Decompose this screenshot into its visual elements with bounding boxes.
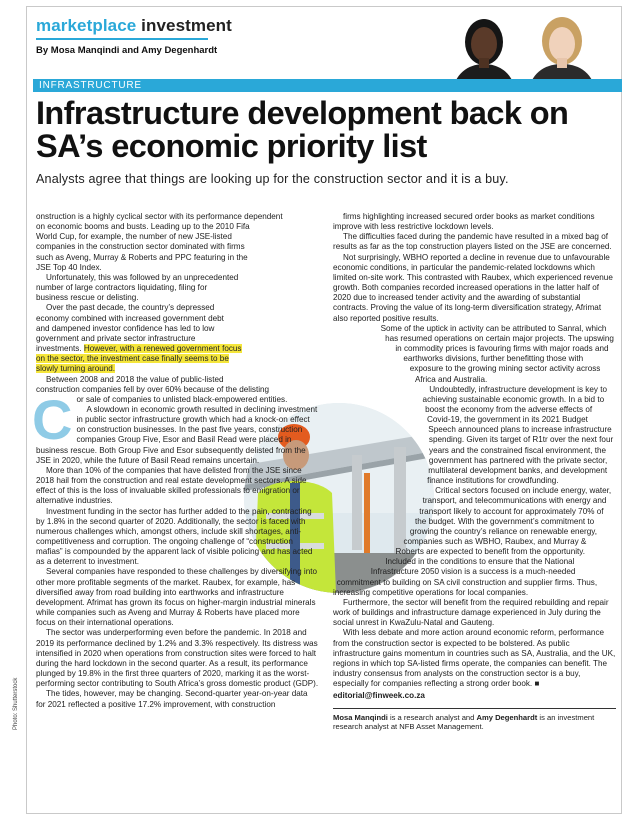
body-paragraph: Undoubtedly, infrastructure development is key to achieving sustainable economic growth. In a bid to boost the economy from the adverse effects of Covid-19, the government in its 2021 Budget Speech announced plans to increase infrastructure spending. Given its target of R1tr over the next four years and the constrained fiscal environment, the government has partnered with the private sector, multilateral development banks, and development finance institutions for crowdfunding. xyxy=(422,384,614,486)
bio-divider xyxy=(333,708,616,709)
category-bar xyxy=(33,79,622,92)
body-paragraph: A slowdown in economic growth resulted in declining investment in public sector infrastructure growth which had a knock-on effect on construction businesses. In the past five years, construction companies Group Five, Esor and Basil Read were placed in business rescue. Both Group Five and Esor subsequently delisted from the JSE in 2020, while the future of Basil Read remains uncertain. xyxy=(36,404,318,465)
section-title-investment: investment xyxy=(141,16,232,35)
headline: Infrastructure development back on SA’s economic priority list xyxy=(36,95,569,164)
section-title-marketplace: marketplace xyxy=(36,16,142,35)
dropcap: C xyxy=(32,388,73,451)
body-paragraph: firms highlighting increased secured order books as market conditions improve with less restrictive lockdown levels. xyxy=(333,212,595,232)
photo-credit: Photo: Shutterstock xyxy=(13,677,19,730)
body-paragraph: onstruction is a highly cyclical sector with its performance dependent on economic booms and busts. Leading up to the 2010 Fifa World Cup, for example, the number of new JSE-listed companies in the construction sector dominated with firms such as Aveng, Murray & Roberts and PPC featuring in the JSE Top 40 Index. xyxy=(36,212,283,272)
bio-author-1: Mosa Manqindi xyxy=(333,712,388,722)
email-link[interactable]: editorial@finweek.co.za xyxy=(333,691,425,701)
body-paragraph: Several companies have responded to these challenges by diversifying into other more profitable segments of the market. Raubex, for example, has diversified away from road building into earthworks and infrastructure development. Afrimat has grown its focus on higher-margin industrial minerals while companies such as Aveng and Murray & Roberts have placed more focus on their international operations. xyxy=(36,567,317,628)
category-label: INFRASTRUCTURE xyxy=(39,80,142,91)
body-paragraph: The sector was underperforming even before the pandemic. In 2018 and 2019 its performance declined by 1.2% and 3.3% respectively. Its distress was intensified in 2020 when operations from construction sites were forced to halt during the hard lockdown in the second quarter. As a result, its performance plunged by 19.8% in the first three quarters of 2020, marking it as the worst-performing sector contributing to South Africa’s gross domestic product (GDP). xyxy=(36,628,319,689)
body-paragraph: Furthermore, the sector will benefit from the required rebuilding and repair work of buildings and infrastructure damage experienced in July during the social unrest in KwaZulu-Natal and Gauteng. xyxy=(333,597,609,628)
section-title xyxy=(36,16,232,36)
body-paragraph: Critical sectors focused on include energy, water, transport, and telecommunications with energy and transport likely to account for approximately 70% of the budget. With the government’s commitment to growing the country’s reliance on renewable energy, companies such as WBHO, Raubex, and Murray & Roberts are expected to benefit from the opportunity. Included in the conditions to ensure that the National Infrastructure 2050 vision is a success is a much-needed commitment to building on SA civil construction and supplier firms. Thus, increasing competitive operations for local companies. xyxy=(333,486,612,597)
highlighted-sentence: However, with a renewed government focus on the sector, the investment case finally seems to be slowly turning around. xyxy=(36,344,242,374)
body-paragraph: More than 10% of the companies that have delisted from the JSE since 2018 hail from the construction and real estate development sectors. A side effect of this is the loss of invaluable skilled professionals to emigration or alternative industries. xyxy=(36,465,307,506)
body-paragraph: Investment funding in the sector has further added to the pain, contracting by 1.8% in the second quarter of 2020. Additionally, the sector is faced with numerous challenges which, amongst others, include skill shortages, anti-competitiveness and corruption. The ongoing challenge of “construction mafias” is compounded by the apparent lack of visible policing and has acted as a deterrent to investment. xyxy=(36,506,313,567)
byline: By Mosa Manqindi and Amy Degenhardt xyxy=(36,45,218,56)
bio-text: is a research analyst and xyxy=(387,712,477,722)
body-paragraph: Some of the uptick in activity can be attributed to Sanral, which has resumed operations on certain major projects. The upswing in commodity prices is favouring firms with major roads and earthworks divisions, further benefitting those with exposure to the growing mining sector activity across Africa and Australia. xyxy=(380,323,614,384)
standfirst: Analysts agree that things are looking up for the construction sector and it is a buy. xyxy=(36,172,509,186)
body-paragraph: The tides, however, may be changing. Second-quarter year-on-year data for 2021 reflected a positive 17.2% improvement, with construction xyxy=(36,689,308,709)
body-paragraph: With less debate and more action around economic reform, performance from the construction sector is expected to be bolstered. As public infrastructure gains momentum in countries such as SA, Australia, and the UK, regions in which top SA-listed firms operate, the companies can benefit. The industry consensus from analysts on the construction sector is a buy, especially for companies reflecting a strong order book. xyxy=(333,628,616,689)
article-column-left xyxy=(32,212,319,710)
wrap-spacer-left-top xyxy=(239,212,319,400)
section-title-rule xyxy=(36,38,208,40)
body-paragraph: Over the past decade, the country’s depressed economy combined with increased government debt and dampened investor confidence has led to low government and private sector infrastructure investments. xyxy=(36,303,224,354)
article-column-right xyxy=(333,212,616,732)
author-bio xyxy=(333,713,616,732)
bio-author-2: Amy Degenhardt xyxy=(476,712,538,722)
bio-text-end: is an investment research analyst at NFB Asset Management. xyxy=(333,712,595,731)
body-paragraph: Unfortunately, this was followed by an unprecedented number of large contractors liquidating, filing for business rescue or delisting. xyxy=(36,272,239,303)
body-paragraph: The difficulties faced during the pandemic have resulted in a mixed bag of results as far as the top construction players listed on the JSE are concerned. xyxy=(333,232,612,252)
body-paragraph: Not surprisingly, WBHO reported a decline in revenue due to unfavourable economic conditions, in particular the pandemic-related lockdowns which limited on-site work. This contrasted with Raubex, which experienced revenue growth. Both companies recorded increased operations in the latter half of 2020 due to increased tender activity and the awarding of substantial contracts. Proving the value of its long-term diversification strategy, Afrimat also reported positive results. xyxy=(333,252,613,323)
end-mark: ■ xyxy=(534,679,540,689)
body-paragraph: Between 2008 and 2018 the value of public-listed construction companies fell by over 60% because of the delisting or sale of companies to unlisted black-empowered entities. xyxy=(36,374,288,404)
